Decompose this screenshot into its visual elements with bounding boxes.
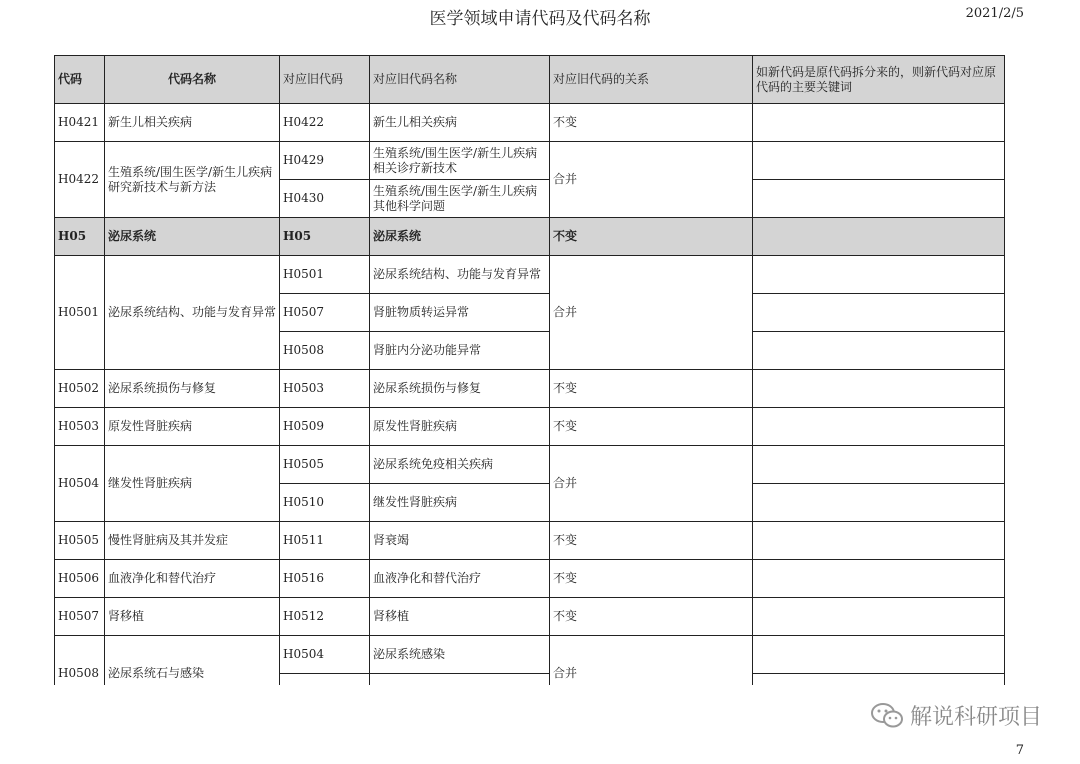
cell-keywords: [753, 104, 1005, 142]
cell-old-code: H0507: [280, 294, 370, 332]
header-relation: 对应旧代码的关系: [550, 56, 753, 104]
cell-code: H0507: [55, 598, 105, 636]
table-row: [55, 560, 1005, 598]
header-name: 代码名称: [105, 56, 280, 104]
cell-old-code: H0429: [280, 142, 370, 180]
cell-old-code: H0512: [280, 598, 370, 636]
cell-code: H0503: [55, 408, 105, 446]
cell-old-name: 肾脏物质转运异常: [370, 294, 550, 332]
table-row: [55, 370, 1005, 408]
cell-name: 生殖系统/围生医学/新生儿疾病研究新技术与新方法: [105, 142, 280, 218]
cell-old-code: H0516: [280, 560, 370, 598]
cell-old-name: 继发性肾脏疾病: [370, 484, 550, 522]
cell-old-code: H0508: [280, 332, 370, 370]
cell-old-name: 血液净化和替代治疗: [370, 560, 550, 598]
table-row: [55, 636, 1005, 674]
cell-old-name: 新生儿相关疾病: [370, 104, 550, 142]
cell-old-name: [370, 674, 550, 686]
cell-relation: 合并: [550, 636, 753, 686]
cell-old-code: H0503: [280, 370, 370, 408]
cell-keywords: [753, 294, 1005, 332]
cell-old-code: H0501: [280, 256, 370, 294]
cell-keywords: [753, 256, 1005, 294]
cell-relation: 合并: [550, 256, 753, 370]
cell-keywords: [753, 598, 1005, 636]
cell-keywords: [753, 560, 1005, 598]
cell-old-name: 肾衰竭: [370, 522, 550, 560]
cell-code: H05: [55, 218, 105, 256]
watermark-text: 解说科研项目: [909, 705, 1042, 730]
cell-code: H0506: [55, 560, 105, 598]
cell-relation: 合并: [550, 142, 753, 218]
cell-name: 泌尿系统结构、功能与发育异常: [105, 256, 280, 370]
table-row: [55, 256, 1005, 294]
table-row: [55, 598, 1005, 636]
cell-relation: 不变: [550, 598, 753, 636]
cell-old-name: 泌尿系统: [370, 218, 550, 256]
cell-relation: 不变: [550, 560, 753, 598]
cell-old-code: H0422: [280, 104, 370, 142]
cell-keywords: [753, 332, 1005, 370]
cell-name: 原发性肾脏疾病: [105, 408, 280, 446]
cell-keywords: [753, 180, 1005, 218]
cell-relation: 不变: [550, 370, 753, 408]
wechat-icon: [870, 702, 904, 730]
cell-old-code: H05: [280, 218, 370, 256]
cell-old-name: 泌尿系统感染: [370, 636, 550, 674]
header-old-code: 对应旧代码: [280, 56, 370, 104]
cell-old-code: H0430: [280, 180, 370, 218]
cell-old-code: H0510: [280, 484, 370, 522]
cell-keywords: [753, 408, 1005, 446]
cell-old-name: 原发性肾脏疾病: [370, 408, 550, 446]
cell-keywords: [753, 636, 1005, 674]
cell-old-name: 泌尿系统结构、功能与发育异常: [370, 256, 550, 294]
code-table-wrapper: [54, 55, 1006, 685]
cell-old-name: 肾移植: [370, 598, 550, 636]
cell-relation: 不变: [550, 522, 753, 560]
cell-name: 泌尿系统: [105, 218, 280, 256]
table-row: [55, 408, 1005, 446]
cell-old-code: H0511: [280, 522, 370, 560]
page-title: 医学领域申请代码及代码名称: [429, 9, 651, 29]
cell-relation: 合并: [550, 446, 753, 522]
cell-old-name: 生殖系统/围生医学/新生儿疾病其他科学问题: [370, 180, 550, 218]
cell-keywords: [753, 142, 1005, 180]
code-table: [54, 55, 1005, 685]
cell-name: 血液净化和替代治疗: [105, 560, 280, 598]
cell-name: 泌尿系统损伤与修复: [105, 370, 280, 408]
cell-relation: 不变: [550, 218, 753, 256]
cell-code: H0508: [55, 636, 105, 686]
table-row: [55, 522, 1005, 560]
cell-relation: 不变: [550, 104, 753, 142]
cell-code: H0422: [55, 142, 105, 218]
cell-old-name: 泌尿系统免疫相关疾病: [370, 446, 550, 484]
date-label: 2021/2/5: [965, 6, 1024, 21]
watermark: [870, 700, 1042, 731]
table-row: [55, 104, 1005, 142]
table-row: [55, 446, 1005, 484]
cell-keywords: [753, 370, 1005, 408]
page-number: 7: [1015, 743, 1024, 758]
cell-old-name: 生殖系统/围生医学/新生儿疾病相关诊疗新技术: [370, 142, 550, 180]
cell-name: 新生儿相关疾病: [105, 104, 280, 142]
cell-name: 继发性肾脏疾病: [105, 446, 280, 522]
header-code: 代码: [55, 56, 105, 104]
header-keywords: 如新代码是原代码拆分来的，则新代码对应原代码的主要关键词: [753, 56, 1005, 104]
header-old-name: 对应旧代码名称: [370, 56, 550, 104]
cell-keywords: [753, 522, 1005, 560]
table-header-row: [55, 56, 1005, 104]
cell-name: 慢性肾脏病及其并发症: [105, 522, 280, 560]
cell-old-name: 泌尿系统损伤与修复: [370, 370, 550, 408]
cell-keywords: [753, 446, 1005, 484]
cell-code: H0502: [55, 370, 105, 408]
cell-old-code: [280, 674, 370, 686]
cell-old-code: H0509: [280, 408, 370, 446]
cell-old-code: H0504: [280, 636, 370, 674]
cell-code: H0421: [55, 104, 105, 142]
table-row: [55, 218, 1005, 256]
cell-name: 肾移植: [105, 598, 280, 636]
cell-relation: 不变: [550, 408, 753, 446]
cell-old-code: H0505: [280, 446, 370, 484]
cell-old-name: 肾脏内分泌功能异常: [370, 332, 550, 370]
code-table-body: [55, 56, 1005, 686]
table-row: [55, 142, 1005, 180]
cell-code: H0504: [55, 446, 105, 522]
cell-keywords: [753, 674, 1005, 686]
cell-keywords: [753, 218, 1005, 256]
cell-code: H0505: [55, 522, 105, 560]
cell-keywords: [753, 484, 1005, 522]
cell-code: H0501: [55, 256, 105, 370]
cell-name: 泌尿系统石与感染: [105, 636, 280, 686]
